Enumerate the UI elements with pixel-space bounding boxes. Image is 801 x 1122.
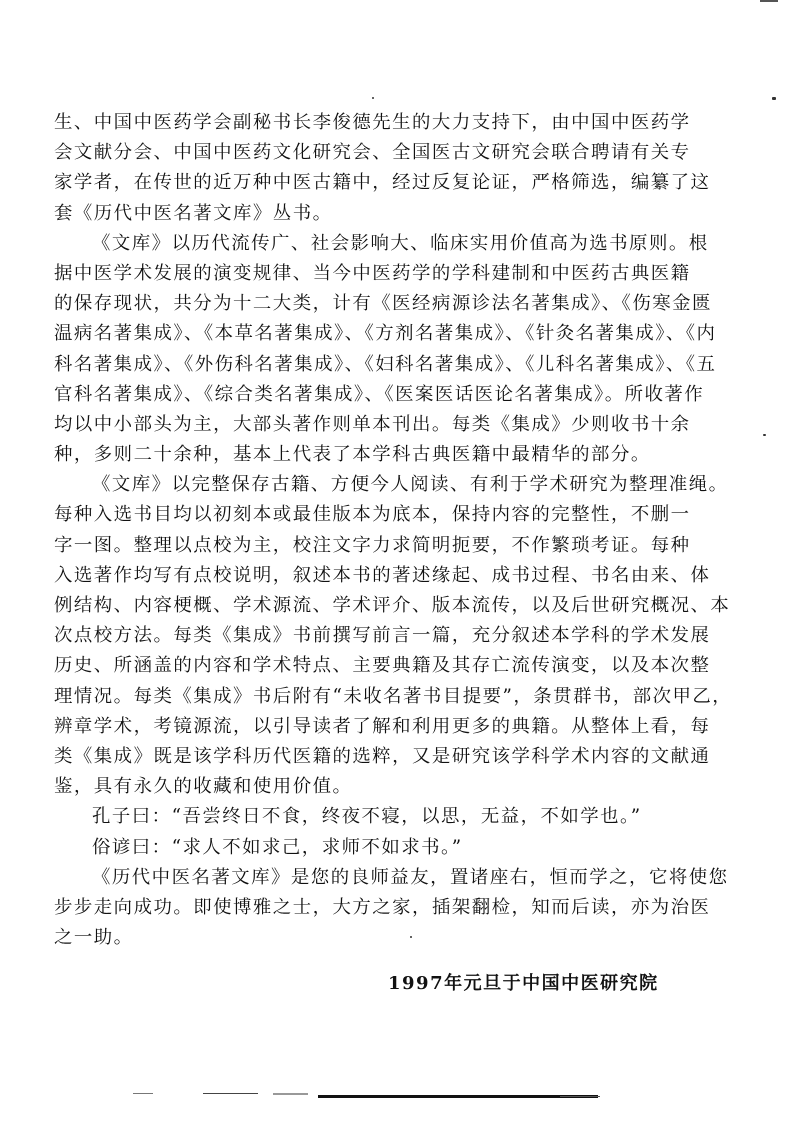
- quote-proverb: 俗谚曰：“求人不如求己，求师不如求书。”: [92, 836, 463, 858]
- scan-footer-rule: [133, 1093, 153, 1094]
- text-line: 的保存现状，共分为十二大类，计有《医经病源诊法名著集成》、《伤寒金匮: [54, 293, 712, 315]
- text-line: 历史、所涵盖的内容和学术特点、主要典籍及其存亡流传演变，以及本次整: [54, 655, 711, 677]
- scan-speck: [372, 97, 374, 99]
- text-line: 温病名著集成》、《本草名著集成》、《方剂名著集成》、《针灸名著集成》、《内: [54, 323, 717, 345]
- text-line: 官科名著集成》、《综合类名著集成》、《医案医话医论名著集成》。所收著作: [54, 383, 705, 405]
- scan-artifact-mark: [760, 0, 778, 2]
- scan-footer-rule: [203, 1093, 258, 1094]
- text-line: 步步走向成功。即使博雅之士，大方之家，插架翻检，知而后读，亦为治医: [54, 896, 711, 918]
- preface-body: [54, 108, 733, 953]
- text-line: 辨章学术，考镜源流，以引导读者了解和利用更多的典籍。从整体上看，每: [54, 715, 711, 737]
- scan-footer-rule: [318, 1095, 598, 1098]
- scan-speck: [772, 97, 776, 100]
- text-line: 字一图。整理以点校为主，校注文字力求简明扼要，不作繁琐考证。每种: [54, 534, 691, 556]
- scan-speck: [763, 434, 766, 436]
- text-line: 例结构、内容梗概、学术源流、学术评介、版本流传，以及后世研究概况、本: [54, 595, 731, 616]
- text-line: 套《历代中医名著文库》丛书。: [54, 202, 333, 224]
- text-line: 均以中小部头为主，大部头著作则单本刊出。每类《集成》少则收书十余: [54, 413, 691, 435]
- scan-footer-rule: [560, 1096, 600, 1097]
- text-line: 据中医学术发展的演变规律、当今中医药学的学科建制和中医药古典医籍: [54, 262, 691, 284]
- text-line: 之一助。: [54, 927, 134, 949]
- text-line: 鉴，具有永久的收藏和使用价值。: [54, 776, 353, 798]
- signature-date-line: 1997年元旦于中国中医研究院: [388, 973, 659, 994]
- scan-footer-rule: [273, 1093, 308, 1095]
- text-line: 理情况。每类《集成》书后附有“未收名著书目提要”，条贯群书，部次甲乙，: [54, 685, 733, 707]
- paragraph-start-line: 《文库》以历代流传广、社会影响大、临床实用价值高为选书原则。根: [92, 232, 709, 254]
- text-line: 每种入选书目均以初刻本或最佳版本为底本，保持内容的完整性，不删一: [54, 504, 691, 526]
- quote-confucius: 孔子曰：“吾尝终日不食，终夜不寝，以思，无益，不如学也。”: [92, 806, 642, 828]
- text-line: 科名著集成》、《外伤科名著集成》、《妇科名著集成》、《儿科名著集成》、《五: [54, 353, 717, 375]
- paragraph-start-line: 《历代中医名著文库》是您的良师益友，置诸座右，恒而学之，它将使您: [92, 866, 729, 888]
- text-line: 次点校方法。每类《集成》书前撰写前言一篇，充分叙述本学科的学术发展: [54, 625, 711, 647]
- text-line: 入选著作均写有点校说明，叙述本书的著述缘起、成书过程、书名由来、体: [54, 564, 711, 586]
- text-line: 会文献分会、中国中医药文化研究会、全国医古文研究会联合聘请有关专: [54, 142, 691, 164]
- text-line: 种，多则二十余种，基本上代表了本学科古典医籍中最精华的部分。: [54, 444, 651, 466]
- text-line: 生、中国中医药学会副秘书长李俊德先生的大力支持下，由中国中医药学: [54, 112, 691, 133]
- paragraph-start-line: 《文库》以完整保存古籍、方便今人阅读、有利于学术研究为整理准绳。: [92, 474, 729, 496]
- text-line: 家学者，在传世的近万种中医古籍中，经过反复论证，严格筛选，编纂了这: [54, 172, 711, 194]
- text-line: 类《集成》既是该学科历代医籍的选粹，又是研究该学科学术内容的文献通: [54, 745, 711, 767]
